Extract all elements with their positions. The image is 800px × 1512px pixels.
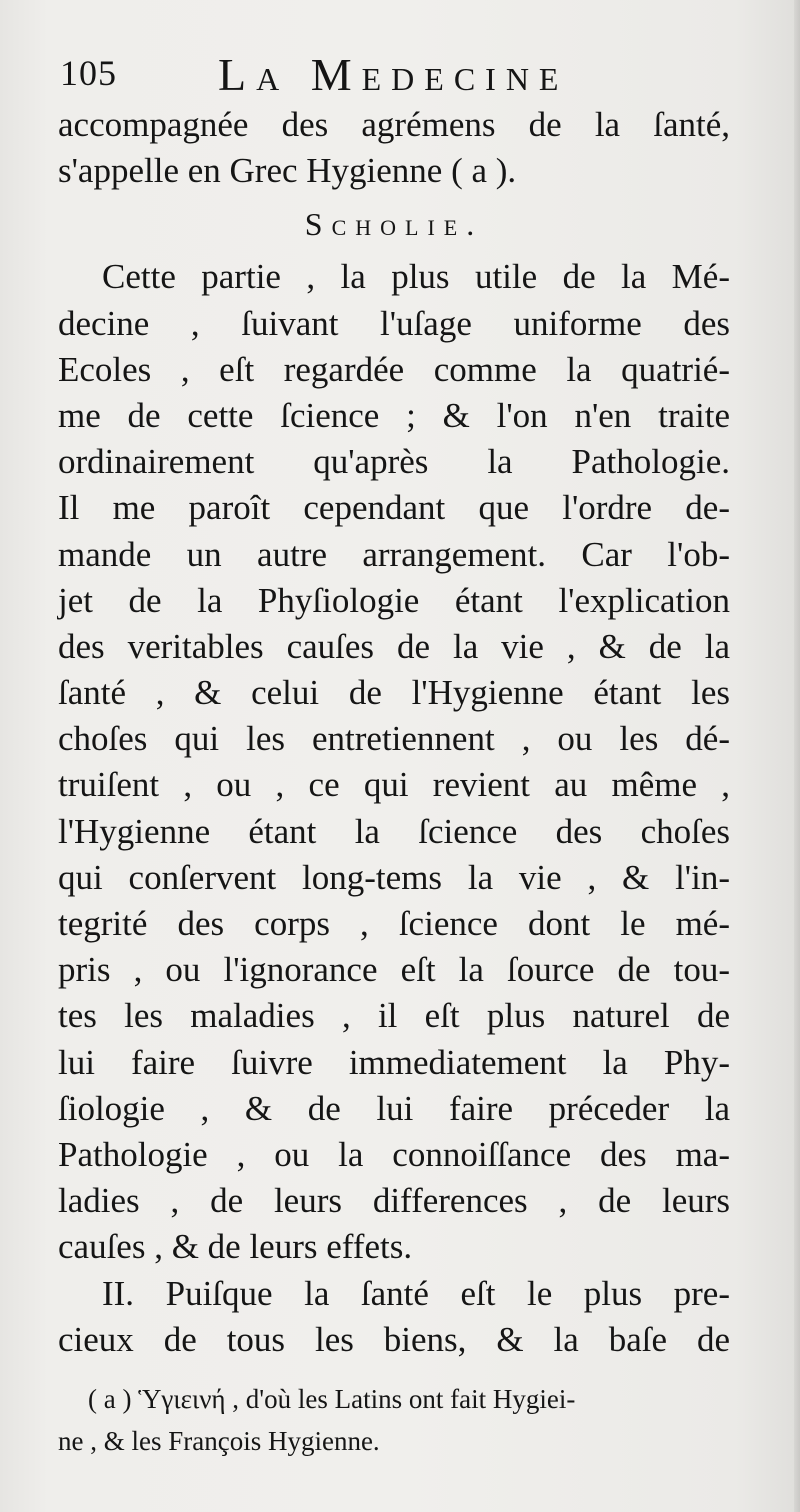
text-line: Ecoles , eſt regardée comme la quatrié- [58,349,730,389]
text-line: Il me paroît cependant que l'ordre de- [58,488,730,528]
text-line: ſanté , & celui de l'Hygienne étant les [58,673,730,713]
text-line: mande un autre arrangement. Car l'ob- [58,534,730,574]
text-line: decine , ſuivant l'uſage uniforme des [58,303,730,343]
page-header [60,48,740,108]
text-line: pris , ou l'ignorance eſt la ſource de tou- [58,950,730,990]
text-line: lui faire ſuivre immediatement la Phy- [58,1042,730,1082]
text-line: tegrité des corps , ſcience dont le mé- [58,904,730,943]
main-text [58,102,730,1363]
text-line: s'appelle en Grec Hygienne ( a ). [58,151,517,191]
text-line: qui conſervent long-tems la vie , & l'in- [58,857,730,897]
text-line: ordinairement qu'après la Pathologie. [58,442,730,482]
text-line: cauſes , & de leurs effets. [58,1227,413,1267]
text-line: jet de la Phyſiologie étant l'explication [58,580,730,620]
running-title: La Medecine [218,49,569,100]
text-line: ſiologie , & de lui faire préceder la [58,1088,730,1128]
text-line: des veritables cauſes de la vie , & de la [58,626,730,666]
paragraph [58,1271,730,1363]
text-line: accompagnée des agrémens de la ſanté, [58,105,730,144]
page-number: 105 [60,53,117,93]
text-line: me de cette ſcience ; & l'on n'en traite [58,395,730,435]
text-line: tes les maladies , il eſt plus naturel de [58,996,730,1036]
text-line: Cette partie , la plus utile de la Mé- [102,257,730,297]
text-line: l'Hygienne étant la ſcience des choſes [58,811,730,851]
text-line: truiſent , ou , ce qui revient au même , [58,765,730,805]
page-edge [794,0,800,1512]
paragraph [58,254,730,1270]
section-title: Scholie. [304,206,484,243]
text-line: II. Puiſque la ſanté eſt le plus pre- [102,1273,730,1313]
text-line: choſes qui les entretiennent , ou les dé- [58,719,730,759]
footnote-line: ( a ) Ὑγιεινή , d'où les Latins ont fait Hygiei- [88,1384,576,1414]
footnote [58,1378,738,1462]
text-line: Pathologie , ou la connoiſſance des ma- [58,1134,730,1174]
footnote-line: ne , & les François Hygienne. [58,1426,380,1456]
text-line: ladies , de leurs differences , de leurs [58,1181,730,1221]
text-line: cieux de tous les biens, & la baſe de [58,1319,730,1359]
